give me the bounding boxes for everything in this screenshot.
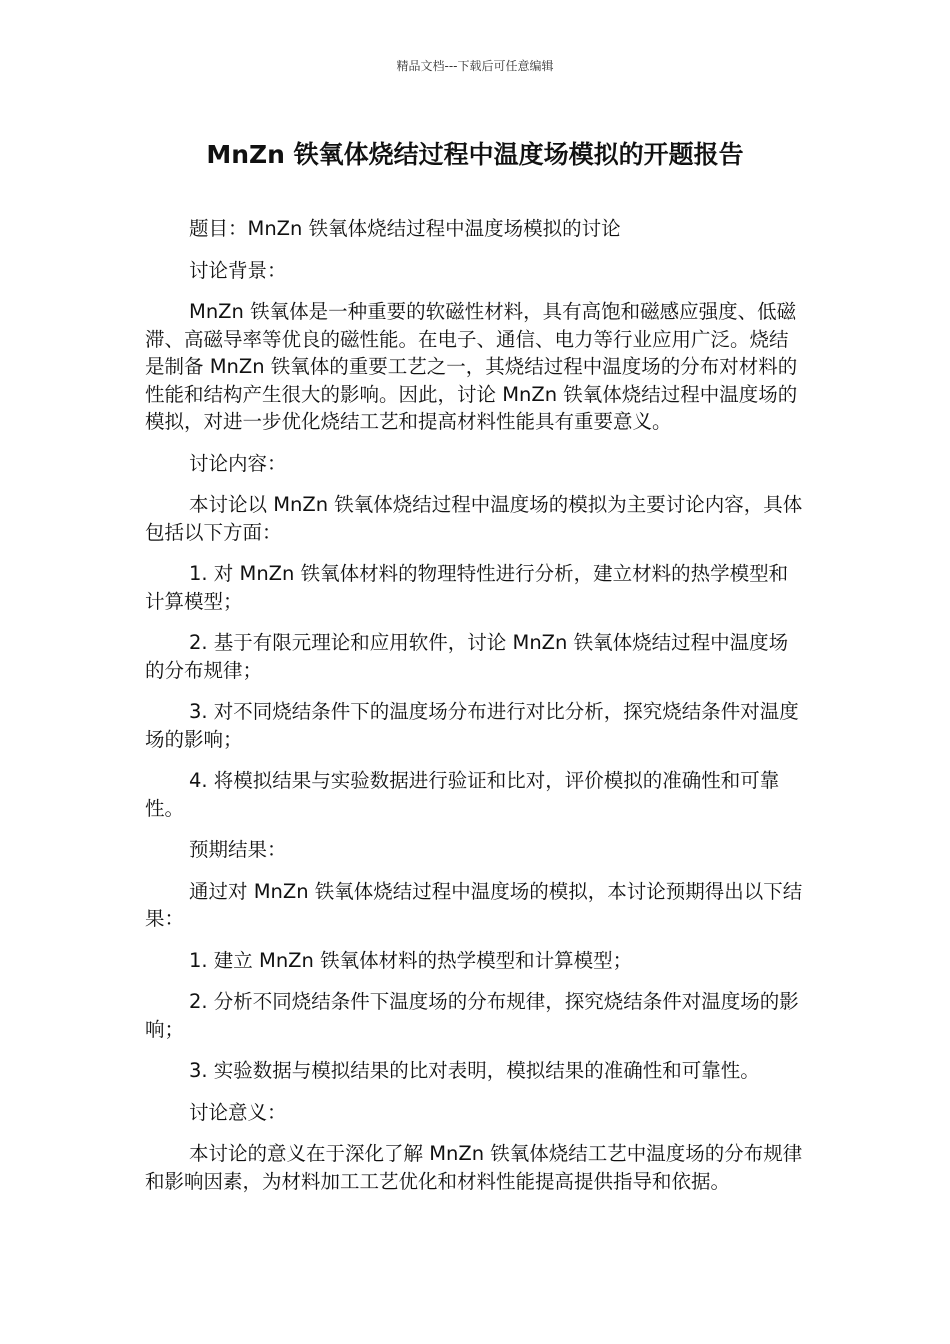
significance-paragraph: 本讨论的意义在于深化了解 MnZn 铁氧体烧结工艺中温度场的分布规律和影响因素，为材料加工工艺优化和材料性能提高提供指导和依据。 — [145, 1142, 803, 1193]
document-body — [145, 215, 805, 1209]
content-item-3: 3. 对不同烧结条件下的温度场分布进行对比分析，探究烧结条件对温度场的影响； — [145, 700, 799, 751]
expected-intro-paragraph: 通过对 MnZn 铁氧体烧结过程中温度场的模拟，本讨论预期得出以下结果： — [145, 879, 803, 930]
document-title: MnZn 铁氧体烧结过程中温度场模拟的开题报告 — [206, 140, 744, 169]
expected-item-1: 1. 建立 MnZn 铁氧体材料的热学模型和计算模型； — [189, 948, 633, 972]
section-heading-expected-results: 预期结果： — [189, 838, 287, 861]
section-heading-content: 讨论内容： — [189, 451, 287, 475]
header-note: 精品文档---下载后可任意编辑 — [396, 59, 554, 73]
expected-item-2: 2. 分析不同烧结条件下温度场的分布规律，探究烧结条件对温度场的影响； — [145, 990, 799, 1041]
content-item-4: 4. 将模拟结果与实验数据进行验证和比对，评价模拟的准确性和可靠性。 — [145, 769, 780, 820]
content-item-2: 2. 基于有限元理论和应用软件，讨论 MnZn 铁氧体烧结过程中温度场的分布规律； — [145, 631, 789, 682]
section-heading-significance: 讨论意义： — [189, 1100, 287, 1124]
section-heading-background: 讨论背景： — [189, 258, 287, 282]
content-intro-paragraph: 本讨论以 MnZn 铁氧体烧结过程中温度场的模拟为主要讨论内容，具体包括以下方面： — [145, 493, 803, 544]
expected-item-3: 3. 实验数据与模拟结果的比对表明，模拟结果的准确性和可靠性。 — [189, 1059, 760, 1082]
background-paragraph: MnZn 铁氧体是一种重要的软磁性材料，具有高饱和磁感应强度、低磁滞、高磁导率等优良的磁性能。在电子、通信、电力等行业应用广泛。烧结是制备 MnZn 铁氧体的重要工艺之一，其烧结过程中温度场的分布对材料的性能和结构产生很大的影响。因此，讨论 MnZn 铁氧体烧结过程中温度场的模拟，对进一步优化烧结工艺和提高材料性能具有重要意义。 — [145, 300, 798, 433]
content-item-1: 1. 对 MnZn 铁氧体材料的物理特性进行分析，建立材料的热学模型和计算模型； — [145, 562, 789, 613]
topic-line: 题目：MnZn 铁氧体烧结过程中温度场模拟的讨论 — [189, 217, 621, 240]
